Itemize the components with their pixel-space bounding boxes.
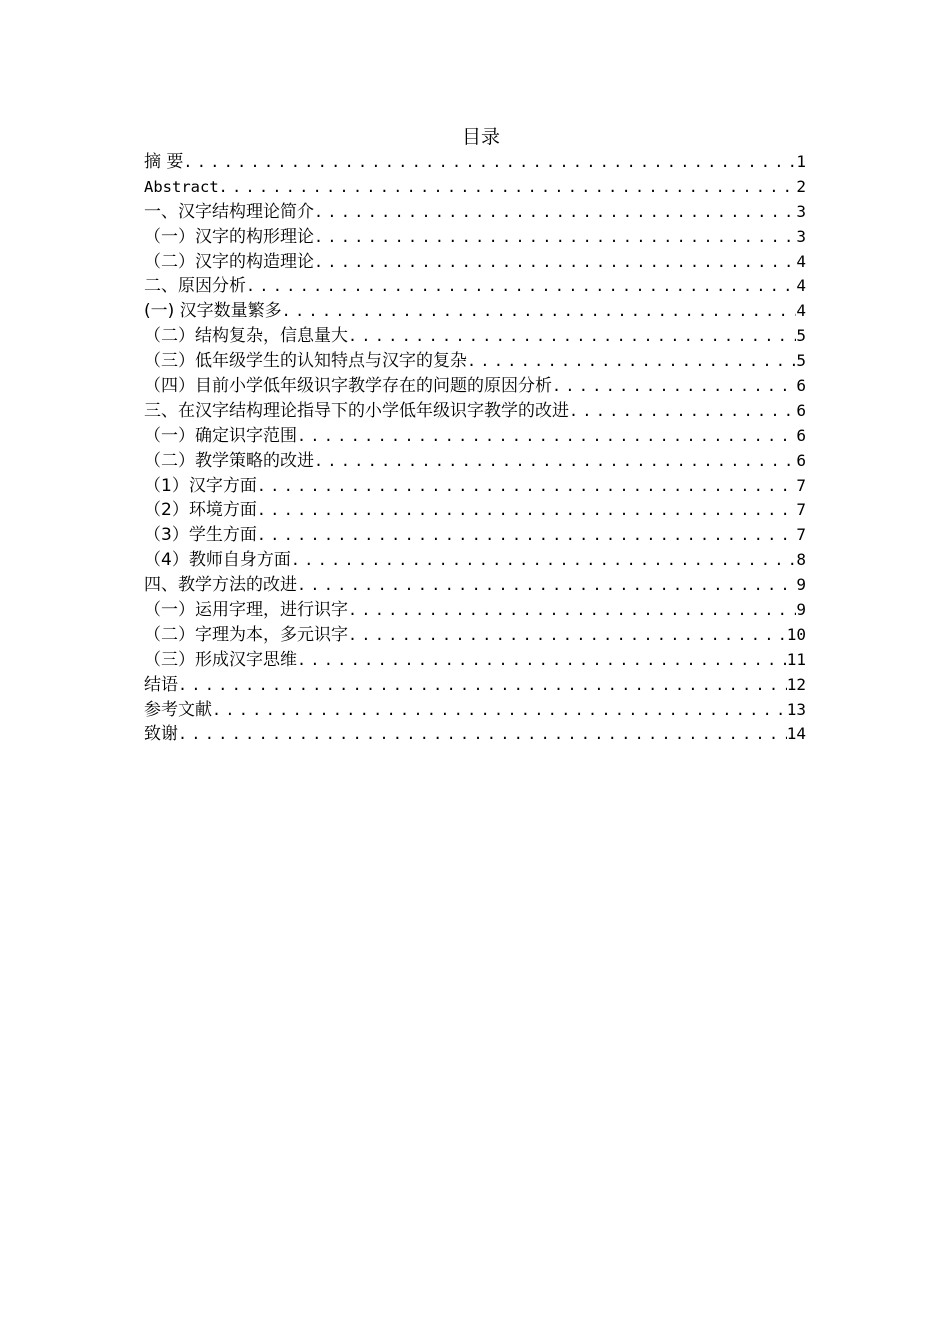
toc-entry-label: (一) 汉字数量繁多 bbox=[144, 301, 282, 322]
toc-entry-label: （四）目前小学低年级识字教学存在的问题的原因分析 bbox=[144, 376, 552, 397]
toc-entry-label: 摘 要 bbox=[144, 152, 184, 172]
toc-entry-page: 9 bbox=[796, 600, 806, 620]
toc-leader-dots bbox=[314, 225, 796, 250]
toc-entry-label: Abstract bbox=[144, 177, 219, 196]
toc-entry-label: 二、原因分析 bbox=[144, 276, 246, 297]
toc-leader-dots bbox=[569, 399, 796, 424]
toc-entry-chapter-2[interactable] bbox=[144, 274, 806, 299]
toc-leader-dots bbox=[297, 424, 796, 449]
toc-leader-dots bbox=[314, 449, 796, 474]
toc-entry-label: 一、汉字结构理论简介 bbox=[144, 201, 314, 222]
toc-entry-chapter-3[interactable] bbox=[144, 399, 806, 424]
toc-entry-page: 5 bbox=[796, 326, 806, 346]
toc-leader-dots bbox=[348, 324, 796, 349]
toc-entry-page: 3 bbox=[796, 226, 806, 246]
toc-entry-label: （一）运用字理，进行识字 bbox=[144, 600, 348, 621]
toc-entry-section-3-1[interactable] bbox=[144, 424, 806, 449]
toc-entry-label: 四、教学方法的改进 bbox=[144, 575, 297, 596]
toc-leader-dots bbox=[467, 349, 796, 374]
toc-entry-page: 8 bbox=[796, 550, 806, 570]
toc-entry-page: 7 bbox=[796, 500, 806, 520]
toc-entry-page: 6 bbox=[796, 376, 806, 396]
toc-leader-dots bbox=[291, 548, 797, 573]
toc-entry-subsection-3-2-2[interactable] bbox=[144, 498, 806, 523]
toc-leader-dots bbox=[348, 598, 796, 623]
toc-leader-dots bbox=[282, 299, 797, 324]
toc-entry-subsection-3-2-1[interactable] bbox=[144, 474, 806, 499]
toc-entry-page: 6 bbox=[796, 425, 806, 445]
toc-leader-dots bbox=[257, 474, 797, 499]
toc-entry-section-2-3[interactable] bbox=[144, 349, 806, 374]
toc-entry-page: 4 bbox=[796, 301, 806, 321]
toc-leader-dots bbox=[178, 673, 787, 698]
toc-leader-dots bbox=[178, 722, 787, 747]
toc-list bbox=[144, 150, 806, 747]
toc-entry-page: 6 bbox=[796, 400, 806, 420]
toc-leader-dots bbox=[257, 498, 797, 523]
toc-leader-dots bbox=[183, 150, 796, 175]
toc-entry-label: （三）低年级学生的认知特点与汉字的复杂 bbox=[144, 351, 467, 372]
toc-entry-label: （2）环境方面 bbox=[144, 500, 257, 521]
toc-entry-abstract-en[interactable] bbox=[144, 175, 806, 200]
toc-entry-section-4-2[interactable] bbox=[144, 623, 806, 648]
toc-leader-dots bbox=[314, 250, 796, 275]
toc-entry-label: （二）教学策略的改进 bbox=[144, 450, 314, 471]
toc-leader-dots bbox=[257, 523, 797, 548]
toc-entry-label: （1）汉字方面 bbox=[144, 475, 257, 496]
toc-entry-label: 三、在汉字结构理论指导下的小学低年级识字教学的改进 bbox=[144, 400, 569, 421]
toc-entry-section-2-1[interactable] bbox=[144, 299, 806, 324]
toc-entry-section-4-1[interactable] bbox=[144, 598, 806, 623]
toc-entry-acknowledgements[interactable] bbox=[144, 722, 806, 747]
toc-entry-subsection-3-2-4[interactable] bbox=[144, 548, 806, 573]
toc-entry-page: 6 bbox=[796, 450, 806, 470]
toc-entry-page: 9 bbox=[796, 575, 806, 595]
toc-leader-dots bbox=[297, 573, 796, 598]
toc-entry-page: 3 bbox=[796, 201, 806, 221]
toc-entry-label: 结语 bbox=[144, 674, 178, 695]
toc-entry-label: （3）学生方面 bbox=[144, 525, 257, 546]
toc-entry-label: 参考文献 bbox=[144, 699, 212, 720]
toc-entry-label: （二）汉字的构造理论 bbox=[144, 251, 314, 272]
toc-entry-page: 7 bbox=[796, 525, 806, 545]
toc-leader-dots bbox=[297, 648, 787, 673]
toc-entry-section-3-2[interactable] bbox=[144, 449, 806, 474]
toc-entry-section-4-3[interactable] bbox=[144, 648, 806, 673]
toc-entry-section-2-2[interactable] bbox=[144, 324, 806, 349]
toc-entry-label: （4）教师自身方面 bbox=[144, 550, 291, 571]
toc-entry-chapter-4[interactable] bbox=[144, 573, 806, 598]
toc-entry-section-2-4[interactable] bbox=[144, 374, 806, 399]
toc-entry-section-1-2[interactable] bbox=[144, 250, 806, 275]
toc-entry-section-1-1[interactable] bbox=[144, 225, 806, 250]
toc-leader-dots bbox=[219, 175, 797, 200]
toc-entry-page: 10 bbox=[786, 624, 806, 644]
toc-entry-label: （三）形成汉字思维 bbox=[144, 649, 297, 670]
toc-entry-label: （二）字理为本，多元识字 bbox=[144, 624, 348, 645]
toc-entry-subsection-3-2-3[interactable] bbox=[144, 523, 806, 548]
toc-entry-label: 致谢 bbox=[144, 724, 178, 745]
toc-entry-conclusion[interactable] bbox=[144, 673, 806, 698]
toc-leader-dots bbox=[348, 623, 787, 648]
toc-entry-page: 2 bbox=[796, 176, 806, 196]
toc-leader-dots bbox=[552, 374, 796, 399]
toc-entry-page: 11 bbox=[786, 649, 806, 669]
toc-entry-page: 14 bbox=[786, 724, 806, 744]
toc-entry-page: 5 bbox=[796, 351, 806, 371]
toc-entry-chapter-1[interactable] bbox=[144, 200, 806, 225]
toc-leader-dots bbox=[246, 274, 796, 299]
toc-leader-dots bbox=[314, 200, 796, 225]
toc-entry-page: 12 bbox=[786, 674, 806, 694]
toc-entry-page: 7 bbox=[796, 475, 806, 495]
toc-entry-page: 1 bbox=[796, 152, 806, 171]
toc-title: 目录 bbox=[461, 126, 500, 148]
toc-entry-abstract-cn[interactable] bbox=[144, 150, 806, 175]
toc-entry-label: （一）确定识字范围 bbox=[144, 425, 297, 446]
toc-entry-page: 13 bbox=[786, 699, 806, 719]
toc-entry-page: 4 bbox=[796, 276, 806, 296]
toc-entry-label: （一）汉字的构形理论 bbox=[144, 226, 314, 247]
toc-entry-references[interactable] bbox=[144, 698, 806, 723]
toc-entry-label: （二）结构复杂，信息量大 bbox=[144, 326, 348, 347]
toc-leader-dots bbox=[212, 698, 787, 723]
toc-entry-page: 4 bbox=[796, 251, 806, 271]
